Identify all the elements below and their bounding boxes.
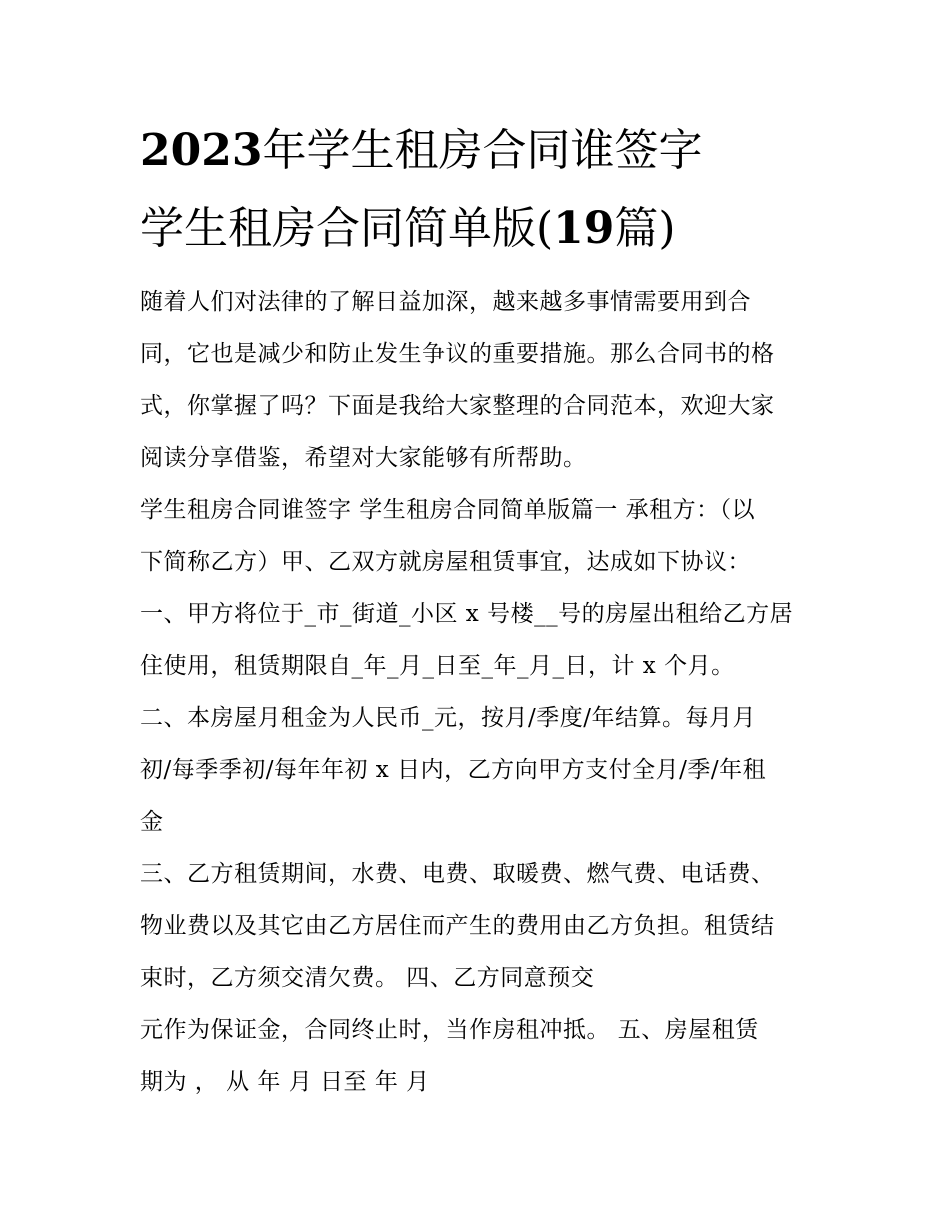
title-line-1 (140, 112, 840, 190)
title-line-2-suffix: 篇) (614, 203, 676, 254)
title-year: 2023 (140, 125, 263, 176)
text-line: 一、甲方将位于_市_街道_小区 x 号楼__号的房屋出租给乙方居 (140, 601, 794, 627)
text-line: 束时，乙方须交清欠费。 四、乙方同意预交 (140, 965, 595, 991)
title-line-1-text: 年学生租房合同谁签字 (262, 125, 703, 176)
clause-3-paragraph (140, 848, 816, 1004)
text-line: 阅读分享借鉴，希望对大家能够有所帮助。 (140, 445, 587, 471)
text-line: 物业费以及其它由乙方居住而产生的费用由乙方负担。租赁结 (140, 913, 775, 939)
text-line: 元作为保证金，合同终止时，当作房租冲抵。 五、房屋租赁 (140, 1017, 759, 1043)
document-body (140, 276, 816, 1108)
text-line: 同，它也是减少和防止发生争议的重要措施。那么合同书的格 (140, 341, 775, 367)
title-count: 19 (553, 203, 615, 254)
text-line: 下简称乙方）甲、乙双方就房屋租赁事宜，达成如下协议： (140, 549, 751, 575)
text-line: 学生租房合同谁签字 学生租房合同简单版篇一 承租方：（以 (140, 497, 756, 523)
intro-paragraph (140, 276, 816, 484)
text-line: 住使用，租赁期限自_年_月_日至_年_月_日，计 x 个月。 (140, 653, 735, 679)
title-line-2 (140, 190, 840, 268)
text-line: 式，你掌握了吗？下面是我给大家整理的合同范本，欢迎大家 (140, 393, 775, 419)
contract-heading-paragraph (140, 484, 816, 588)
clause-4-paragraph (140, 1004, 816, 1108)
text-line: 金 (140, 809, 164, 835)
clause-2-paragraph (140, 692, 816, 848)
document-title (140, 112, 840, 268)
text-line: 期为 ， 从 年 月 日至 年 月 (140, 1069, 430, 1095)
clause-1-paragraph (140, 588, 816, 692)
title-line-2-text: 学生租房合同简单版( (140, 203, 554, 254)
text-line: 二、本房屋月租金为人民币_元，按月/季度/年结算。每月月 (140, 705, 756, 731)
text-line: 三、乙方租赁期间，水费、电费、取暖费、燃气费、电话费、 (140, 861, 775, 887)
text-line: 初/每季季初/每年年初 x 日内，乙方向甲方支付全月/季/年租 (140, 757, 767, 783)
text-line: 随着人们对法律的了解日益加深，越来越多事情需要用到合 (140, 289, 751, 315)
